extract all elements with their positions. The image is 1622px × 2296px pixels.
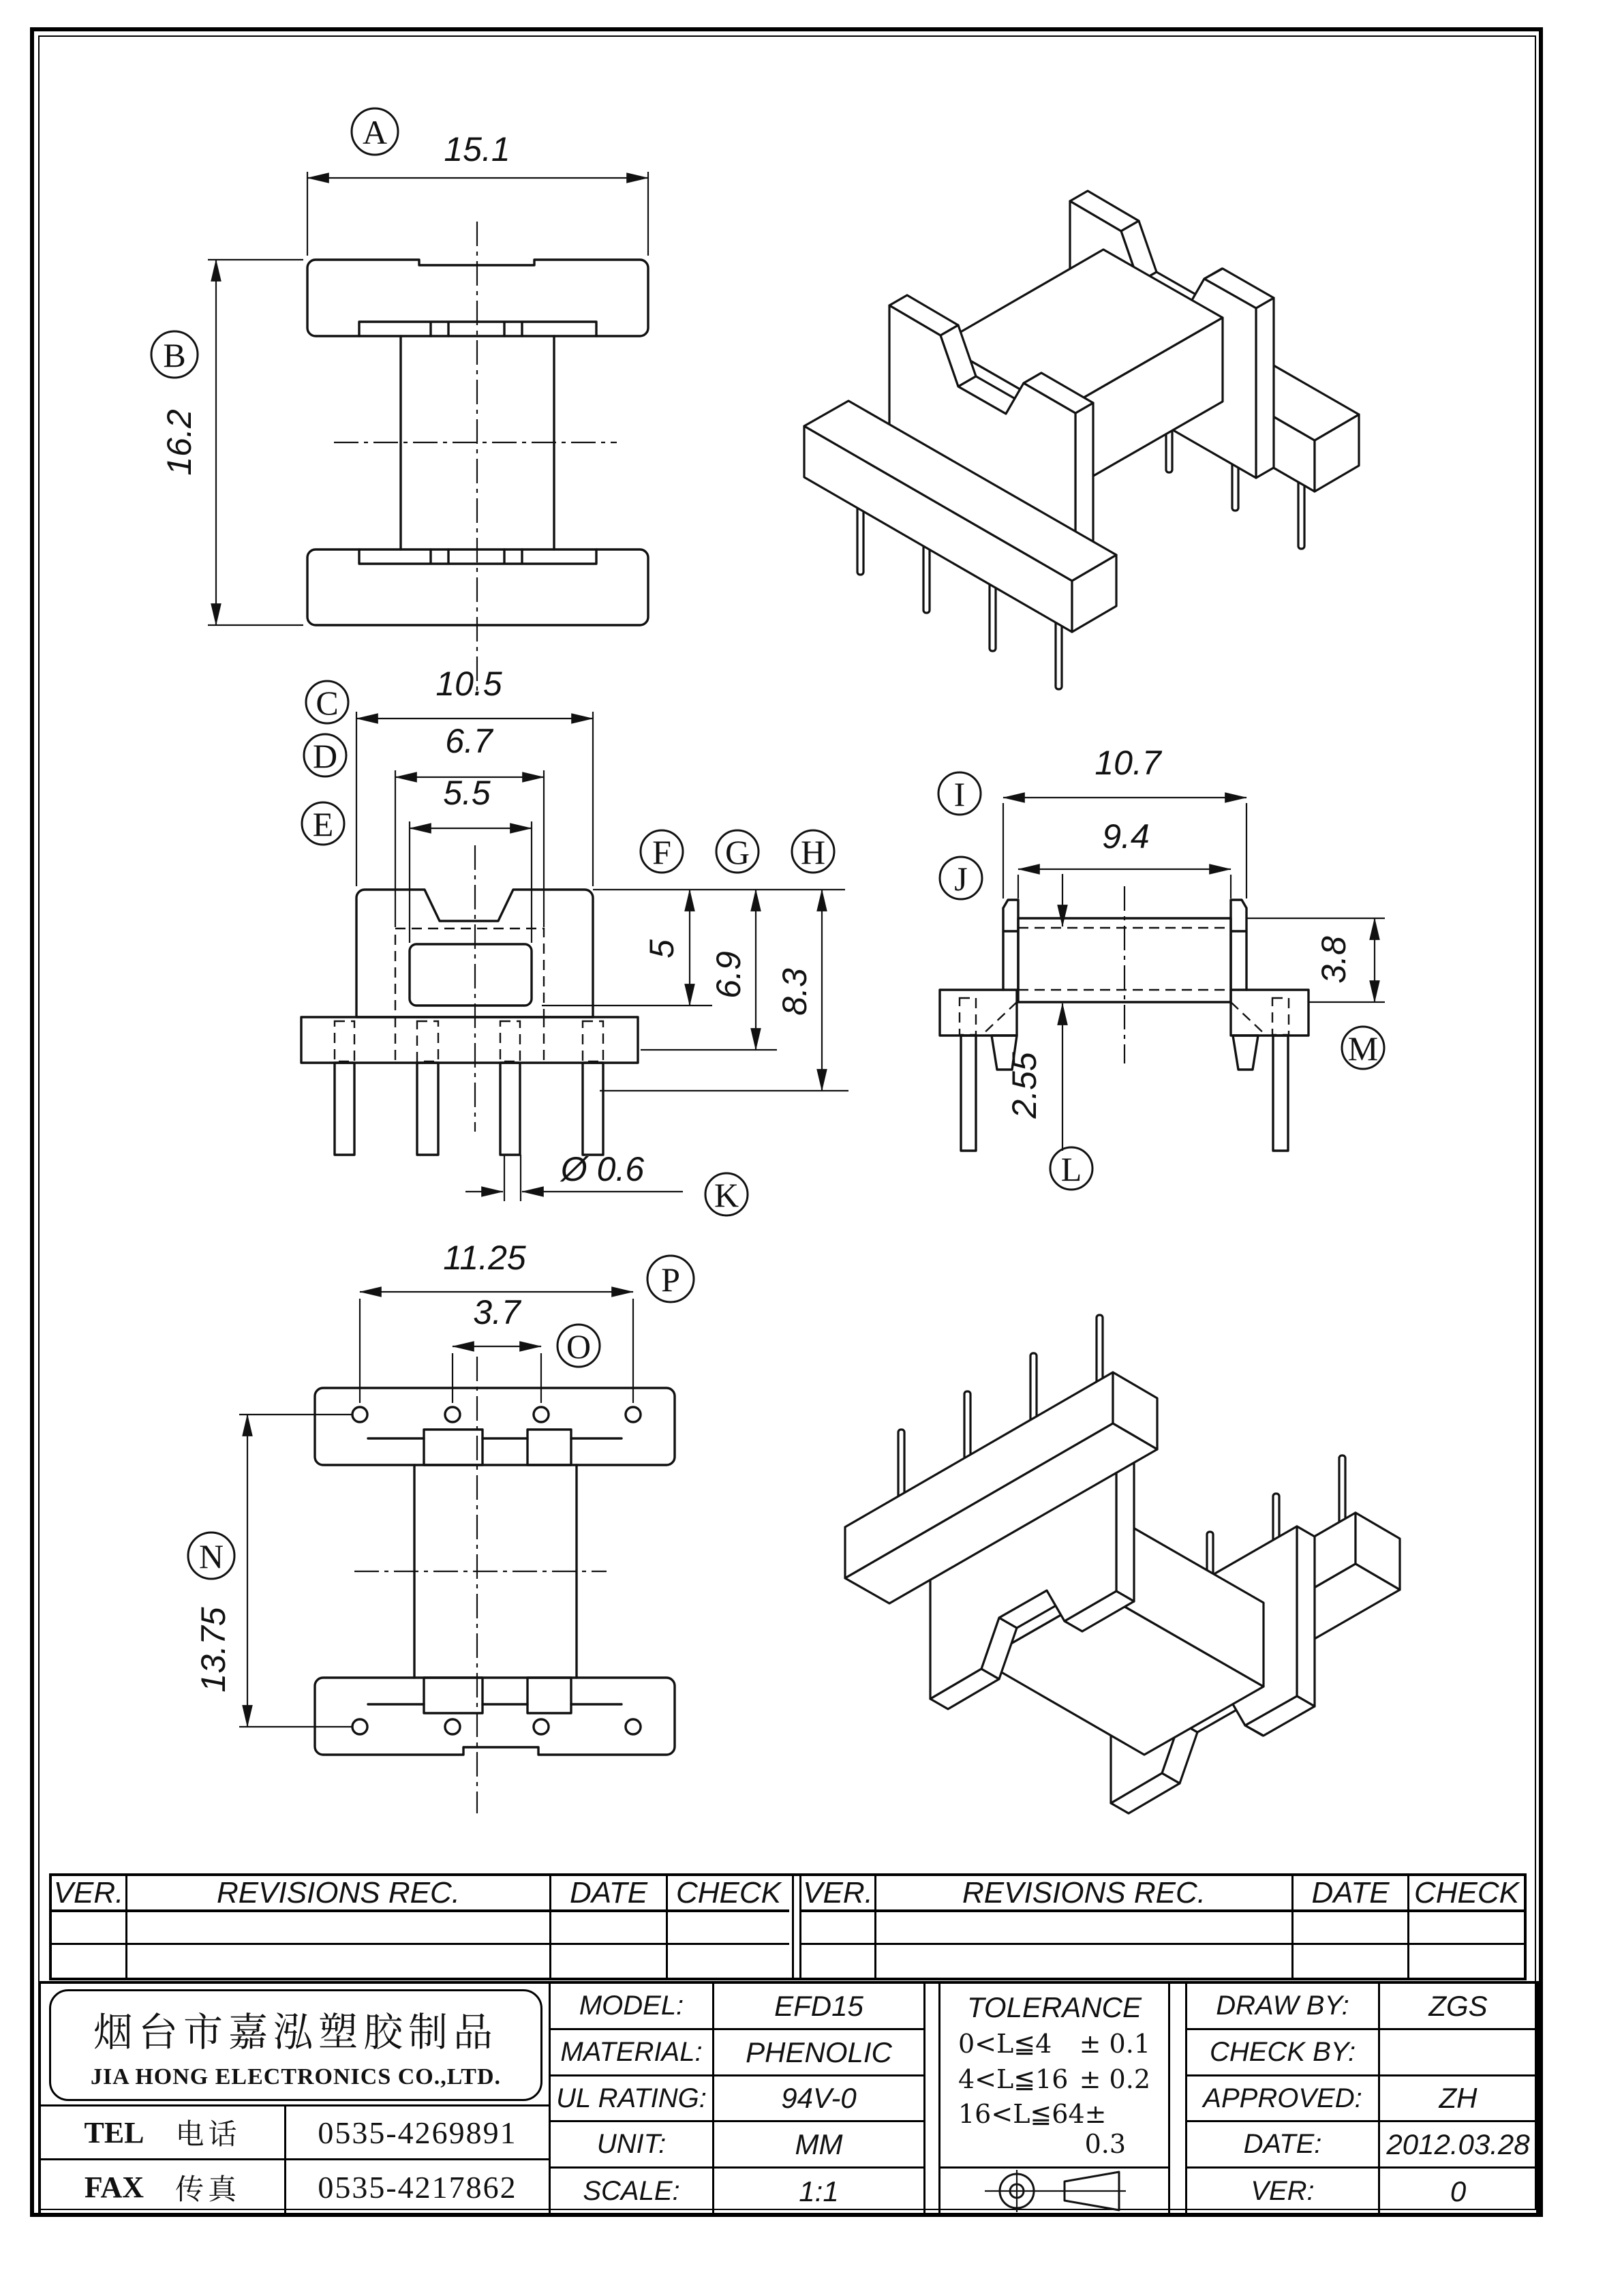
- rev-cell-empty: [52, 1945, 127, 1978]
- svg-text:B: B: [163, 336, 186, 374]
- callout-i: [938, 772, 981, 815]
- ver-label: VER:: [1187, 2169, 1380, 2214]
- dim-text-l: 2.55: [1005, 1052, 1043, 1119]
- view-side: [938, 744, 1385, 1190]
- tolerance-cell: [940, 1984, 1170, 2169]
- tel-label-cell: [41, 2106, 286, 2160]
- approved-value: ZH: [1380, 2076, 1536, 2122]
- svg-text:M: M: [1347, 1029, 1379, 1068]
- callout-n: [188, 1532, 234, 1579]
- callout-k: [705, 1173, 748, 1215]
- company-name-en: JIA HONG ELECTRONICS CO.,LTD.: [90, 2064, 502, 2089]
- callout-o: [557, 1325, 600, 1367]
- callout-m: [1342, 1027, 1384, 1069]
- rev-cell-empty: [127, 1912, 551, 1945]
- callout-l: [1050, 1147, 1092, 1190]
- spacer-strip: [925, 1984, 940, 2214]
- rev-header-rec: REVISIONS REC.: [876, 1876, 1294, 1912]
- isometric-view-bottom: [845, 1315, 1400, 1813]
- unit-value: MM: [714, 2122, 925, 2169]
- rev-header-date: DATE: [1294, 1876, 1409, 1912]
- material-label: MATERIAL:: [551, 2030, 714, 2076]
- tolerance-row: [958, 2029, 1150, 2059]
- draw-by-value: ZGS: [1380, 1984, 1536, 2030]
- tolerance-range: 4<L≦16: [958, 2064, 1069, 2094]
- company-cell: [41, 1984, 551, 2106]
- dim-text-k: Ø 0.6: [560, 1150, 645, 1188]
- model-value: EFD15: [714, 1984, 925, 2030]
- rev-cell-empty: [52, 1912, 127, 1945]
- check-by-label: CHECK BY:: [1187, 2030, 1380, 2076]
- callout-b: [151, 331, 198, 378]
- rev-cell-empty: [668, 1912, 789, 1945]
- svg-text:H: H: [800, 833, 826, 871]
- rev-cell-empty: [551, 1945, 668, 1978]
- rev-cell-empty: [876, 1912, 1294, 1945]
- approved-label: APPROVED:: [1187, 2076, 1380, 2122]
- model-label: MODEL:: [551, 1984, 714, 2030]
- dim-text-o: 3.7: [473, 1293, 521, 1331]
- view-top: [151, 108, 648, 692]
- rev-cell-empty: [127, 1945, 551, 1978]
- date-label: DATE:: [1187, 2122, 1380, 2169]
- svg-text:E: E: [312, 805, 334, 843]
- callout-d: [304, 734, 346, 776]
- callout-e: [302, 802, 344, 845]
- callout-c: [306, 681, 348, 723]
- fax-value-cell: 0535-4217862: [286, 2160, 551, 2214]
- revisions-table: [49, 1873, 1527, 1980]
- svg-text:F: F: [652, 833, 671, 871]
- tolerance-range: 0<L≦4: [958, 2029, 1052, 2059]
- svg-text:D: D: [312, 737, 338, 775]
- dim-text-i: 10.7: [1095, 744, 1161, 782]
- svg-text:P: P: [661, 1260, 680, 1299]
- rev-header-ver: VER.: [52, 1876, 127, 1912]
- tolerance-value: ± 0.3: [1084, 2098, 1127, 2159]
- dim-text-h: 8.3: [776, 968, 814, 1016]
- tolerance-row: [958, 2099, 1150, 2159]
- dim-text-g: 6.9: [709, 951, 748, 999]
- svg-text:G: G: [724, 833, 750, 871]
- fax-label-en: FAX: [84, 2171, 144, 2204]
- rev-header-check: CHECK: [1409, 1876, 1524, 1912]
- spacer-strip: [1170, 1984, 1187, 2214]
- isometric-view-top: [804, 191, 1359, 689]
- tel-value-cell: 0535-4269891: [286, 2106, 551, 2160]
- tel-label-en: TEL: [84, 2115, 144, 2149]
- ul-rating-value: 94V-0: [714, 2076, 925, 2122]
- view-bottom: [188, 1239, 694, 1813]
- scale-label: SCALE:: [551, 2169, 714, 2214]
- tolerance-value: ± 0.1: [1079, 2029, 1150, 2059]
- ver-value: 0: [1450, 2175, 1467, 2207]
- tolerance-range: 16<L≦64: [958, 2098, 1085, 2129]
- tolerance-row: [958, 2064, 1150, 2094]
- svg-text:C: C: [316, 684, 339, 722]
- fax-label-cn: 传真: [175, 2174, 241, 2206]
- date-value: 2012.03.28: [1380, 2122, 1536, 2169]
- rev-cell-empty: [801, 1912, 876, 1945]
- rev-header-check: CHECK: [668, 1876, 789, 1912]
- fax-label-cell: [41, 2160, 286, 2214]
- callout-a: [352, 108, 398, 155]
- rev-cell-empty: [668, 1945, 789, 1978]
- material-value: PHENOLIC: [714, 2030, 925, 2076]
- svg-text:O: O: [566, 1327, 592, 1365]
- ul-rating-label: UL RATING:: [551, 2076, 714, 2122]
- draw-by-label: DRAW BY:: [1187, 1984, 1380, 2030]
- unit-label: UNIT:: [551, 2122, 714, 2169]
- revisions-half-right: [801, 1876, 1524, 1978]
- rev-cell-empty: [1294, 1945, 1409, 1978]
- check-by-value: [1380, 2030, 1536, 2076]
- dim-text-e: 5.5: [443, 774, 491, 812]
- callout-g: [716, 830, 759, 873]
- tolerance-title: TOLERANCE: [967, 1991, 1142, 2024]
- rev-cell-empty: [1409, 1912, 1524, 1945]
- svg-text:L: L: [1060, 1150, 1082, 1188]
- svg-text:J: J: [954, 860, 968, 898]
- rev-cell-empty: [1294, 1912, 1409, 1945]
- view-front: [301, 665, 848, 1215]
- dim-text-b: 16.2: [160, 409, 198, 476]
- dim-text-a: 15.1: [444, 130, 510, 168]
- projection-symbol-icon: [952, 2169, 1157, 2214]
- callout-j: [940, 857, 982, 899]
- dim-text-f: 5: [643, 939, 681, 958]
- rev-cell-empty: [876, 1945, 1294, 1978]
- callout-f: [641, 830, 683, 873]
- svg-text:N: N: [198, 1537, 224, 1575]
- dim-text-c: 10.5: [435, 665, 502, 703]
- projection-symbol-cell: [940, 2169, 1170, 2214]
- rev-cell-empty: [551, 1912, 668, 1945]
- dim-text-m: 3.8: [1315, 936, 1353, 984]
- dim-text-d: 6.7: [445, 722, 493, 760]
- rev-header-rec: REVISIONS REC.: [127, 1876, 551, 1912]
- rev-cell-empty: [801, 1945, 876, 1978]
- callout-p: [647, 1256, 694, 1302]
- dim-text-j: 9.4: [1102, 817, 1150, 856]
- svg-text:A: A: [362, 113, 388, 151]
- callout-h: [792, 830, 834, 873]
- svg-text:I: I: [953, 775, 966, 813]
- scale-value: 1:1: [714, 2169, 925, 2214]
- dim-text-p: 11.25: [443, 1239, 526, 1277]
- company-box: [49, 1989, 542, 2101]
- revisions-half-left: [52, 1876, 792, 1978]
- tolerance-value: ± 0.2: [1079, 2064, 1150, 2094]
- dim-text-n: 13.75: [194, 1607, 232, 1693]
- rev-cell-empty: [1409, 1945, 1524, 1978]
- title-block: [38, 1981, 1539, 2217]
- rev-header-date: DATE: [551, 1876, 668, 1912]
- svg-text:K: K: [714, 1176, 739, 1214]
- company-name-cn: 烟台市嘉泓塑胶制品: [93, 2010, 498, 2055]
- revisions-table-divider: [792, 1876, 801, 1978]
- rev-header-ver: VER.: [801, 1876, 876, 1912]
- tel-label-cn: 电话: [175, 2119, 241, 2151]
